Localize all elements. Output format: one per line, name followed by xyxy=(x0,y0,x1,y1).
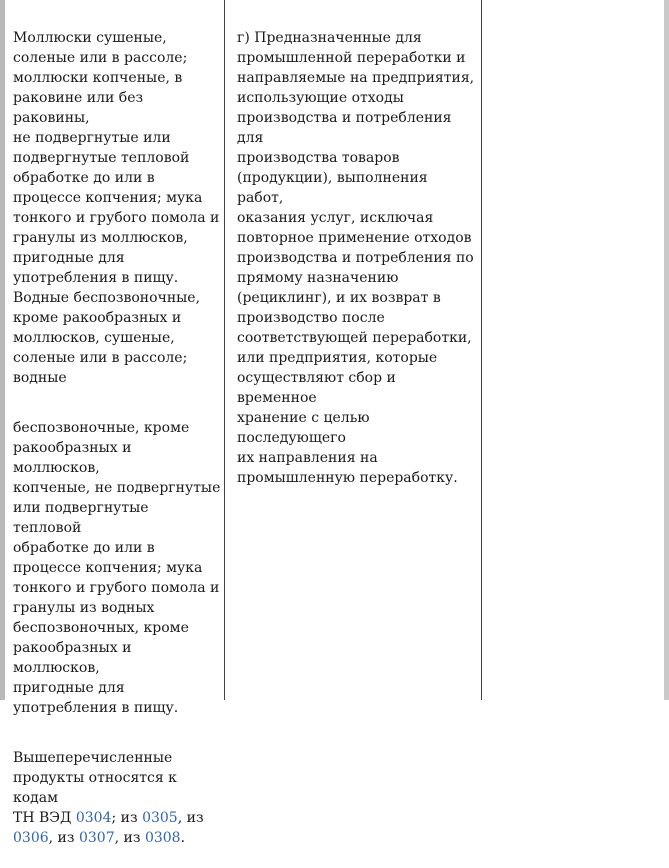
left-window-frame xyxy=(0,0,5,700)
table-cell-purpose xyxy=(237,8,477,508)
code-link-0307[interactable]: 0307 xyxy=(78,830,115,846)
codes-separator: , из xyxy=(177,810,204,826)
code-link-0304[interactable]: 0304 xyxy=(75,810,112,826)
table-column-divider-1 xyxy=(224,0,225,700)
codes-separator: ; из xyxy=(111,810,143,826)
paragraph-aquatic-invertebrates: беспозвоночные, кроме ракообразных и моллюсков, копченые, не подвергнутые или подвергнутые тепловой обработке до или в процессе копчения; мука тонкого и грубого помола и гранулы из водных беспозвоночных, кроме ракообразных и моллюсков, пригодные для употребления в пищу. xyxy=(13,420,221,716)
table-column-divider-2 xyxy=(481,0,482,700)
paragraph-industrial-processing: г) Предназначенные для промышленной переработки и направляемые на предприятия, использующие отходы производства и потребления для производства товаров (продукции), выполнения работ, оказания услуг, исключая повторное применение отходов производства и потребления по прямому назначению (рециклинг), и их возврат в производство после соответствующей переработки, или предприятия, которые осуществляют сбор и временное хранение с целью последующего их направления на промышленную переработку. xyxy=(237,30,475,486)
codes-separator: , из xyxy=(48,830,79,846)
codes-separator: , из xyxy=(114,830,145,846)
code-link-0308[interactable]: 0308 xyxy=(144,830,181,846)
codes-text-intro: Вышеперечисленные продукты относятся к кодам ТН ВЭД xyxy=(13,750,177,826)
table-cell-product-description xyxy=(13,8,221,868)
code-link-0306[interactable]: 0306 xyxy=(13,830,49,846)
right-window-frame xyxy=(664,0,669,700)
paragraph-molluscs: Моллюски сушеные, соленые или в рассоле; моллюски копченые, в раковине или без раковины, не подвергнутые или подвергнутые тепловой обработке до или в процессе копчения; мука тонкого и грубого помола и гранулы из моллюсков, пригодные для употребления в пищу. Водные беспозвоночные, кроме ракообразных и моллюсков, сушеные, соленые или в рассоле; водные xyxy=(13,30,220,386)
paragraph-tn-ved-codes xyxy=(13,748,221,848)
code-link-0305[interactable]: 0305 xyxy=(142,810,178,826)
codes-end: . xyxy=(180,830,186,846)
